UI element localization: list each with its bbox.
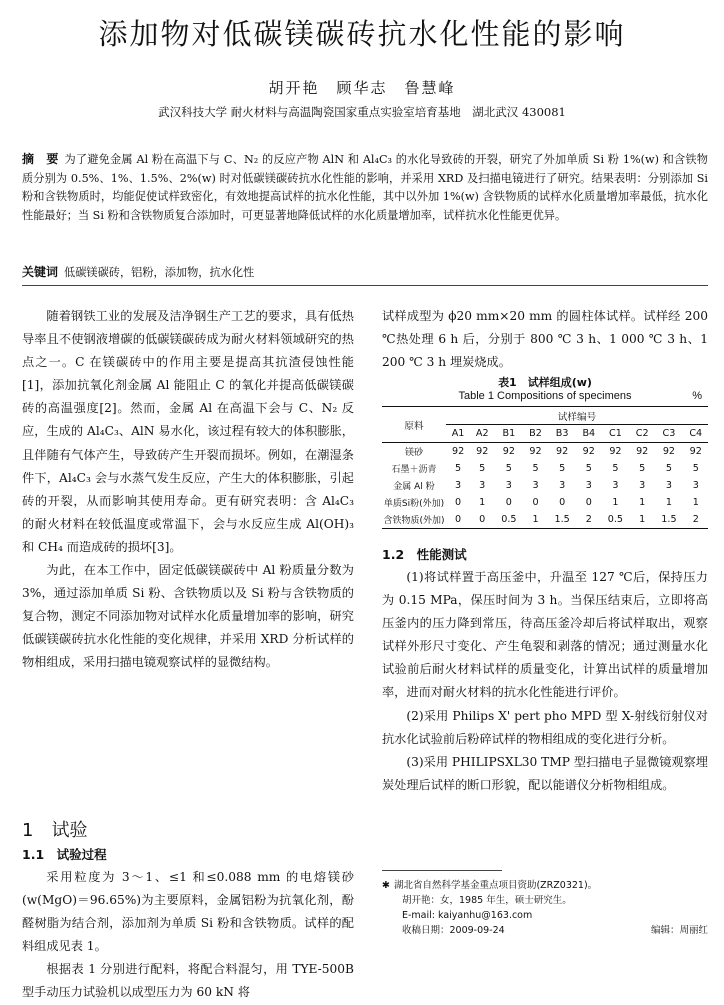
table-cell: 1	[639, 497, 646, 508]
table-cell: 5	[559, 463, 566, 474]
table-cell: 92	[476, 446, 489, 457]
table-cell: 1	[612, 497, 619, 508]
divider	[22, 285, 708, 286]
footnote-author: 胡开艳：女，1985 年生，硕士研究生。	[402, 895, 572, 906]
table-cell: 0	[470, 511, 494, 529]
affiliation: 武汉科技大学 耐火材料与高温陶瓷国家重点实验室培育基地 湖北武汉 430081	[158, 105, 566, 119]
table-row-label: 含铁物质(外加)	[382, 511, 446, 529]
test-paragraph-2: (2)采用 Philips X' pert pho MPD 型 X-射线衍射仪对抗水化试验前后粉碎试样的物相组成的变化进行分析。	[382, 708, 708, 746]
table-cell: 3	[505, 480, 512, 491]
table-cell: 3	[692, 480, 699, 491]
table-col-header: B1	[494, 425, 523, 443]
table-cell: 92	[451, 446, 465, 457]
table-cell: 3	[612, 480, 619, 491]
test-paragraph-1: (1)将试样置于高压釜中，升温至 127 ℃后，保持压力为 0.15 MPa，保压时间为 3 h。当保压结束后，立即将高压釜内的压力降到常压，待高压釜冷却后将试样取出，观察试样外形尺寸变化、产生龟裂和剥落的情况；通过测量水化试验前后耐火材料试样的质量变化，计算出试样的质量增加率，进而对耐火材料的抗水化性能进行评价。	[382, 570, 708, 700]
right-column-top	[382, 305, 708, 374]
abstract	[22, 150, 708, 225]
test-paragraph-3: (3)采用 PHILIPSXL30 TMP 型扫描电子显微镜观察埋炭处理后试样的断口形貌，配以能谱仪分析物相组成。	[382, 754, 708, 792]
table-col-header: C4	[683, 425, 708, 443]
footnote-rule	[382, 870, 502, 871]
table-col-header: A2	[470, 425, 494, 443]
table-cell: 0.5	[601, 511, 630, 529]
paper-title: 添加物对低碳镁碳砖抗水化性能的影响	[98, 17, 626, 51]
table-cell: 3	[532, 480, 539, 491]
table-cell: 0	[455, 497, 462, 508]
table-cell: 1	[692, 497, 699, 508]
keywords-text: 低碳镁碳砖，铝粉，添加物，抗水化性	[64, 266, 255, 279]
table-cell: 5	[455, 463, 462, 474]
table-cell: 92	[502, 446, 515, 457]
table-cell: 0	[559, 497, 566, 508]
table-cell: 5	[612, 463, 619, 474]
table-col-header: C1	[601, 425, 630, 443]
table-cell: 1.5	[654, 511, 683, 529]
table-row	[382, 443, 708, 461]
table-col-header: C2	[630, 425, 654, 443]
table-cell: 92	[582, 446, 595, 457]
table-col-header: C3	[654, 425, 683, 443]
intro-paragraph-2: 为此，在本工作中，固定低碳镁碳砖中 Al 粉质量分数为 3%，通过添加单质 Si 粉、含铁物质以及 Si 粉与含铁物质的复合物，测定不同添加物对试样水化质量增加率的影响，研究低碳镁碳砖抗水化性能的变化规律，并采用 XRD 分析试样的物相组成，采用扫描电镜观察试样的显微结构。	[22, 563, 354, 670]
intro-paragraph-1: 随着钢铁工业的发展及洁净钢生产工艺的要求，具有低热导率且不使钢液增碳的低碳镁碳砖成为耐火材料领域研究的热点之一。C 在镁碳砖中的作用主要是提高其抗渣侵蚀性能[1]，添加抗氧化剂金属 Al 能阻止 C 的氧化并提高低碳镁碳砖的高温强度[2]。然而，金属 Al 在高温下会与 C、N₂ 反应，生成的 Al₄C₃、AlN 易水化，该过程有较大的体积膨胀，且伴随有气体产生，导致砖产生开裂而损坏。例如，在潮湿条件下，Al₄C₃ 会与水蒸气发生反应，产生大的体积膨胀，引起砖的开裂，从而影响其使用寿命。更有研究表明：含 Al₄C₃ 的耐火材料在较低温度或常温下，会与水反应生成 Al(OH)₃ 和 CH₄ 而造成砖的损坏[3]。	[22, 309, 354, 554]
table-row	[382, 460, 708, 477]
footnote	[382, 878, 708, 938]
footnote-received: 收稿日期：2009-09-24	[402, 925, 505, 936]
table-cell: 3	[559, 480, 566, 491]
specimen-paragraph: 试样成型为 ϕ20 mm×20 mm 的圆柱体试样。试样经 200 ℃热处理 6 h 后，分别于 800 ℃ 3 h、1 000 ℃ 3 h、1 200 ℃ 3 h 埋炭烧成。	[382, 309, 708, 370]
table-col-header: B3	[548, 425, 577, 443]
table-cell: 5	[479, 463, 486, 474]
table-cell: 1	[665, 497, 672, 508]
table-row-label: 镁砂	[404, 448, 423, 458]
table-cell: 0	[505, 497, 512, 508]
section-1-heading: 1 试验	[22, 820, 88, 841]
table-cell: 92	[556, 446, 569, 457]
table-cell: 3	[665, 480, 672, 491]
table-cell: 92	[636, 446, 649, 457]
table-cell: 5	[639, 463, 646, 474]
table-col-header: B2	[523, 425, 547, 443]
table-row	[382, 494, 708, 511]
left-column-intro	[22, 305, 354, 675]
table-cell: 0	[532, 497, 539, 508]
section-1-2-heading: 1.2 性能测试	[382, 547, 467, 562]
table-cell: 3	[585, 480, 592, 491]
table-cell: 5	[505, 463, 512, 474]
table-row-label: 单质Si粉(外加)	[383, 499, 445, 509]
table-cell: 5	[692, 463, 699, 474]
table-row-label: 石墨＋沥青	[391, 465, 437, 475]
table-cell: 92	[609, 446, 622, 457]
table-col-header: A1	[446, 425, 470, 443]
authors: 胡开艳 顾华志 鲁慧峰	[268, 79, 456, 97]
footnote-received-row	[382, 923, 708, 938]
table-cell: 92	[689, 446, 702, 457]
abstract-text: 为了避免金属 Al 粉在高温下与 C、N₂ 的反应产物 AlN 和 Al₄C₃ 的水化导致砖的开裂，研究了外加单质 Si 粉 1%(w) 和含铁物质分别为 0.5%、1%、1.5%、2%(w) 时对低碳镁碳砖抗水化性能的影响，并采用 XRD 及扫描电镜进行了研究。结果表明：分别添加 Si 粉和含铁物质时，均能促使试样致密化，有效地提高试样的抗水化性能，其中以外加 1%(w) 含铁物质的试样水化质量增加率最低，抗水化性能最好；当 Si 粉和含铁物质复合添加时，可更显著地降低试样的水化质量增加率，试样抗水化性能更优异。	[22, 153, 708, 222]
table-cell: 92	[529, 446, 542, 457]
section-1-1-heading: 1.1 试验过程	[22, 847, 107, 862]
table-cell: 1	[523, 511, 547, 529]
table-cell: 2	[683, 511, 708, 529]
left-column-methods	[22, 866, 354, 1005]
table-caption-en-row	[382, 390, 708, 402]
keywords-label: 关键词	[22, 265, 59, 279]
table-caption-en: Table 1 Compositions of specimens	[458, 390, 632, 402]
table-cell: 3	[479, 480, 486, 491]
table-row	[382, 511, 708, 529]
table-raw-header: 原料	[382, 407, 446, 443]
table-cell: 0.5	[494, 511, 523, 529]
methods-paragraph-2: 根据表 1 分别进行配料，将配合料混匀，用 TYE-500B型手动压力试验机以成型压力为 60 kN 将	[22, 962, 354, 1000]
footnote-email: E-mail: kaiyanhu@163.com	[402, 910, 533, 921]
table-cell: 0	[585, 497, 592, 508]
table-group-header: 试样编号	[446, 407, 708, 425]
footnote-star-icon: ✱	[382, 880, 390, 891]
table-cell: 5	[665, 463, 672, 474]
table-cell: 1.5	[548, 511, 577, 529]
right-column-tests	[382, 566, 708, 797]
table-cell: 5	[585, 463, 592, 474]
keywords	[22, 263, 708, 280]
table-unit: %	[692, 390, 702, 402]
table-cell: 3	[455, 480, 462, 491]
table-row	[382, 477, 708, 494]
table-cell: 92	[662, 446, 676, 457]
table-cell: 1	[479, 497, 486, 508]
methods-paragraph-1: 采用粒度为 3～1、≤1 和≤0.088 mm 的电熔镁砂(w(MgO)＝96.65%)为主要原料，金属铝粉为抗氧化剂，酚醛树脂为结合剂，添加剂为单质 Si 粉和含铁物质。试样的配料组成见表 1。	[22, 870, 354, 954]
table-col-header: B4	[577, 425, 601, 443]
table-cell: 0	[446, 511, 470, 529]
composition-table	[382, 406, 708, 529]
table-cell: 2	[577, 511, 601, 529]
table-row-label: 金属 Al 粉	[393, 482, 435, 492]
table-cell: 5	[532, 463, 539, 474]
table-cell: 3	[639, 480, 646, 491]
footnote-fund: 湖北省自然科学基金重点项目资助(ZRZ0321)。	[393, 880, 598, 891]
abstract-label: 摘 要	[22, 152, 59, 166]
table-caption-cn: 表1 试样组成(w)	[498, 376, 592, 389]
footnote-editor: 编辑：周丽红	[650, 925, 708, 936]
table-cell: 1	[630, 511, 654, 529]
